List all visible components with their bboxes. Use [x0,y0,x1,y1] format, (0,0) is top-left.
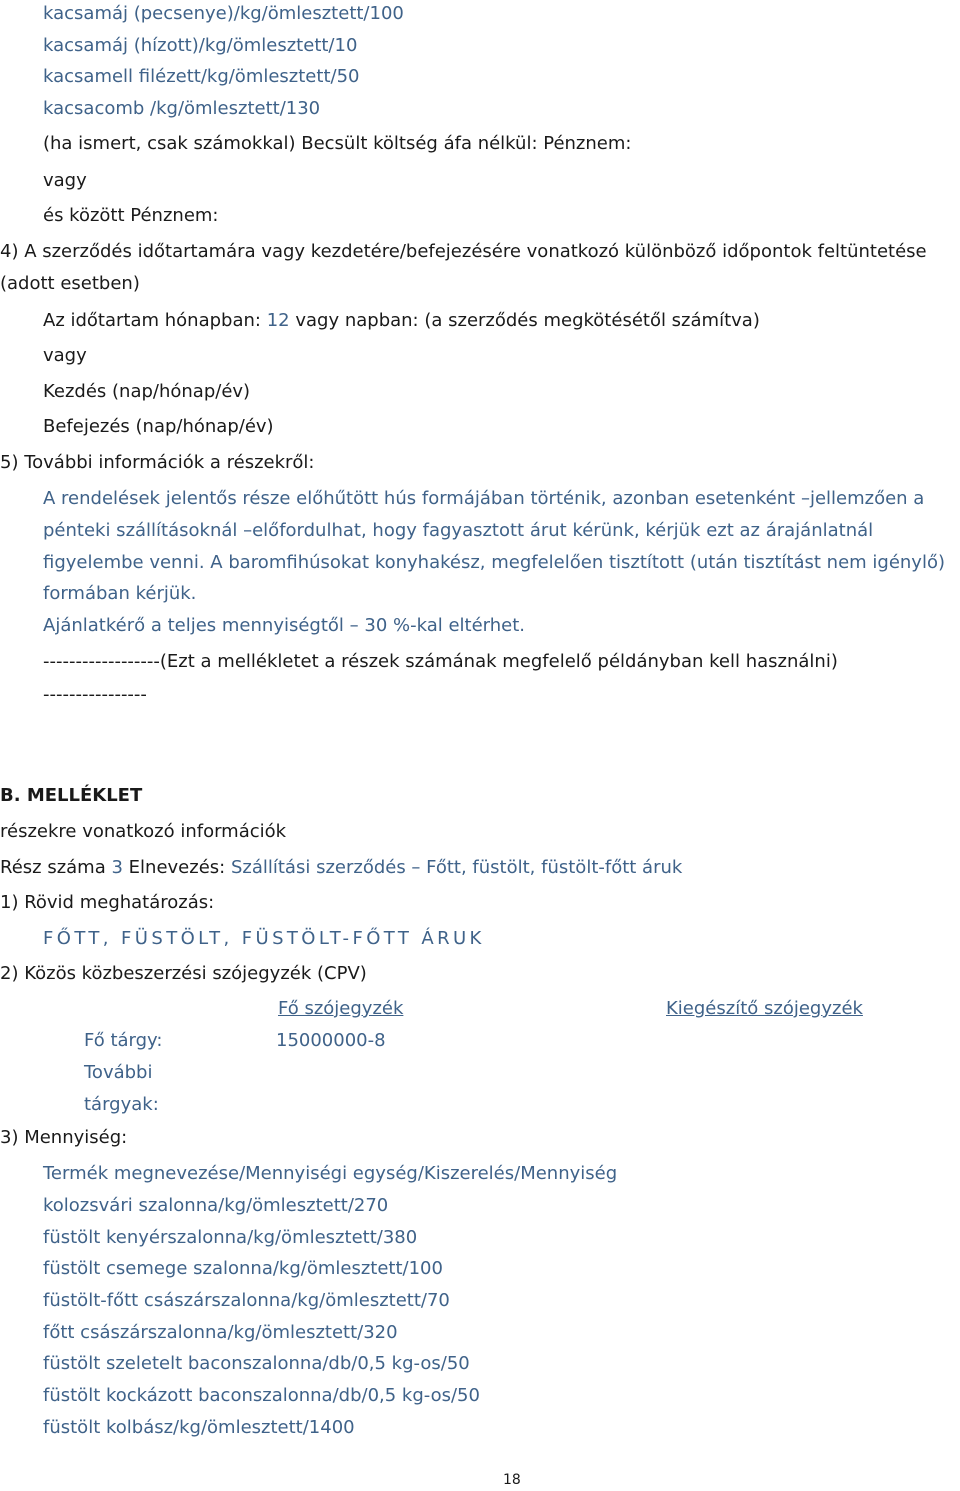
page-number: 18 [503,1472,521,1488]
cost-between: és között Pénznem: [43,205,219,226]
info-line: A rendelések jelentős része előhűtött hús formájában történik, azonban esetenként –jellemzően a [43,488,925,509]
part-label: Rész száma [0,857,106,878]
short-desc-value: FŐTT, FÜSTÖLT, FÜSTÖLT-FŐTT ÁRUK [43,928,485,949]
start-date-label: Kezdés (nap/hónap/év) [43,381,251,402]
quantity-label: 3) Mennyiség: [0,1127,128,1148]
quantity-item: füstölt kolbász/kg/ömlesztett/1400 [43,1417,355,1438]
duration-line [43,310,760,332]
other-subjects-label: További [84,1062,153,1083]
quantity-item: füstölt-főtt császárszalonna/kg/ömlesztett/70 [43,1290,450,1311]
annex-heading: B. MELLÉKLET [0,785,143,806]
duration-suffix: vagy napban: (a szerződés megkötésétől számítva) [295,310,760,331]
product-line: kacsamáj (hízott)/kg/ömlesztett/10 [43,35,358,56]
cpv-extra-header: Kiegészítő szójegyzék [666,998,863,1019]
quantity-item: főtt császárszalonna/kg/ömlesztett/320 [43,1322,398,1343]
info-line: figyelembe venni. A baromfihúsokat konyhakész, megfelelően tisztított (után tisztítást nem igénylő) [43,552,945,573]
part-info-line [0,857,682,879]
info-line: pénteki szállításoknál –előfordulhat, hogy fagyasztott árut kérünk, kérjük ezt az árajánlatnál [43,520,874,541]
product-line: kacsacomb /kg/ömlesztett/130 [43,98,321,119]
duration-prefix: Az időtartam hónapban: [43,310,261,331]
short-desc-label: 1) Rövid meghatározás: [0,892,215,913]
info-line: Ajánlatkérő a teljes mennyiségtől – 30 %-kal eltérhet. [43,615,526,636]
quantity-header: Termék megnevezése/Mennyiségi egység/Kiszerelés/Mennyiség [43,1163,618,1184]
cost-line: (ha ismert, csak számokkal) Becsült költség áfa nélkül: Pénznem: [43,133,632,154]
quantity-item: füstölt szeletelt baconszalonna/db/0,5 kg-os/50 [43,1353,470,1374]
other-subjects-label-cont: tárgyak: [84,1094,159,1115]
part-number: 3 [111,857,123,878]
quantity-item: füstölt kenyérszalonna/kg/ömlesztett/380 [43,1227,418,1248]
info-line: formában kérjük. [43,583,197,604]
separator-line-cont: ---------------- [43,684,147,705]
section-4-title-cont: (adott esetben) [0,273,140,294]
product-line: kacsamáj (pecsenye)/kg/ömlesztett/100 [43,3,404,24]
quantity-item: kolozsvári szalonna/kg/ömlesztett/270 [43,1195,389,1216]
duration-or: vagy [43,345,87,366]
cpv-label: 2) Közös közbeszerzési szójegyzék (CPV) [0,963,367,984]
duration-value: 12 [266,310,290,331]
end-date-label: Befejezés (nap/hónap/év) [43,416,274,437]
main-subject-label: Fő tárgy: [84,1030,163,1051]
section-5-title: 5) További információk a részekről: [0,452,315,473]
section-4-title: 4) A szerződés időtartamára vagy kezdetére/befejezésére vonatkozó különböző időpontok feltüntetése [0,241,927,262]
product-line: kacsamell filézett/kg/ömlesztett/50 [43,66,360,87]
separator-line: ------------------(Ezt a mellékletet a részek számának megfelelő példányban kell használni) [43,651,838,672]
name-value: Szállítási szerződés – Főtt, füstölt, füstölt-főtt áruk [230,857,683,878]
cost-or: vagy [43,170,87,191]
quantity-item: füstölt kockázott baconszalonna/db/0,5 kg-os/50 [43,1385,480,1406]
quantity-item: füstölt csemege szalonna/kg/ömlesztett/100 [43,1258,443,1279]
name-label: Elnevezés: [128,857,226,878]
main-subject-value: 15000000-8 [276,1030,386,1051]
cpv-main-header: Fő szójegyzék [278,998,404,1019]
annex-subheading: részekre vonatkozó információk [0,821,287,842]
